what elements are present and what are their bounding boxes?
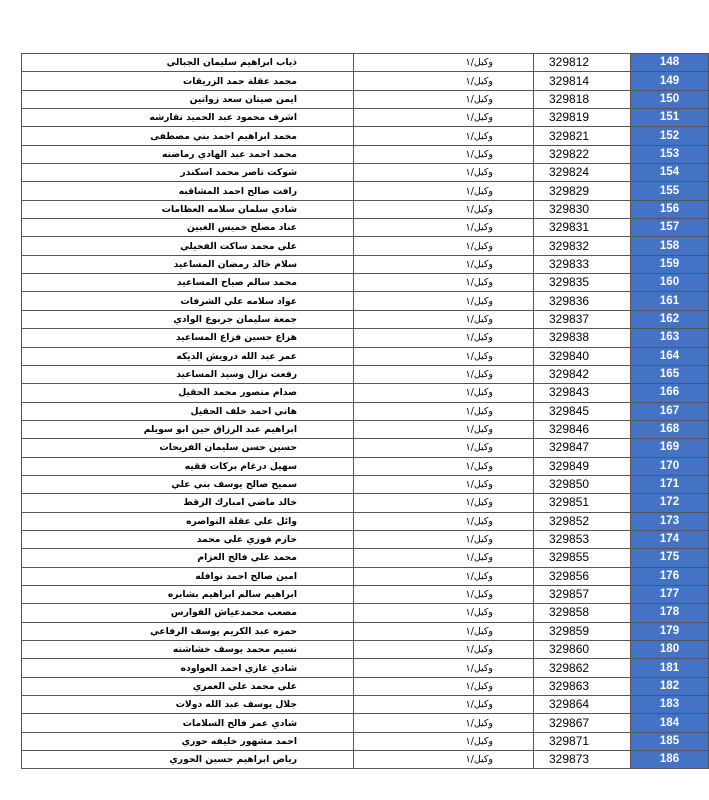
rank-text: وكيل/١: [465, 258, 493, 270]
sequence-number-cell: 162: [631, 310, 709, 328]
sequence-number-cell: 150: [631, 90, 709, 108]
id-number-cell: 329871: [534, 732, 631, 750]
table-row: [22, 512, 709, 530]
id-number-cell: 329832: [534, 237, 631, 255]
rank-cell: [354, 90, 534, 108]
name-text: ايمن صيتان سعد زواتين: [189, 93, 297, 105]
table-row: [22, 219, 709, 237]
id-number-cell: 329857: [534, 585, 631, 603]
table-row: [22, 439, 709, 457]
sequence-number-cell: 178: [631, 604, 709, 622]
name-text: جلال يوسف عبد الله دولات: [175, 699, 297, 711]
name-cell: [22, 237, 354, 255]
table-row: [22, 604, 709, 622]
rank-cell: [354, 457, 534, 475]
table-row: [22, 164, 709, 182]
sequence-number-cell: 165: [631, 365, 709, 383]
name-cell: [22, 54, 354, 72]
table-row: [22, 641, 709, 659]
rank-cell: [354, 54, 534, 72]
name-cell: [22, 604, 354, 622]
name-text: حمزه عبد الكريم يوسف الرفاعي: [150, 625, 297, 637]
table-row: [22, 255, 709, 273]
table-row: [22, 127, 709, 145]
rank-text: وكيل/١: [465, 350, 493, 362]
id-number-cell: 329860: [534, 641, 631, 659]
name-cell: [22, 659, 354, 677]
name-cell: [22, 457, 354, 475]
sequence-number-cell: 185: [631, 732, 709, 750]
sequence-number-cell: 157: [631, 219, 709, 237]
table-row: [22, 530, 709, 548]
name-text: شادي عمر فالح السلامات: [182, 717, 297, 729]
table-row: [22, 384, 709, 402]
name-text: نسيم محمد يوسف خشاشنه: [172, 644, 297, 656]
id-number-cell: 329873: [534, 751, 631, 769]
table-row: [22, 549, 709, 567]
id-number-cell: 329852: [534, 512, 631, 530]
sequence-number-cell: 171: [631, 475, 709, 493]
table-row: [22, 732, 709, 750]
sequence-number-cell: 180: [631, 641, 709, 659]
name-text: امين صالح احمد نوافله: [195, 570, 297, 582]
table-row: [22, 145, 709, 163]
rank-text: وكيل/١: [465, 277, 493, 289]
id-number-cell: 329830: [534, 200, 631, 218]
id-number-cell: 329851: [534, 494, 631, 512]
rank-cell: [354, 274, 534, 292]
name-text: وائل علي عقلة النواصره: [186, 515, 297, 527]
id-number-cell: 329835: [534, 274, 631, 292]
rank-cell: [354, 585, 534, 603]
table-row: [22, 310, 709, 328]
name-cell: [22, 310, 354, 328]
name-cell: [22, 255, 354, 273]
name-cell: [22, 292, 354, 310]
table-row: [22, 494, 709, 512]
id-number-cell: 329812: [534, 54, 631, 72]
name-cell: [22, 714, 354, 732]
name-cell: [22, 530, 354, 548]
rank-cell: [354, 604, 534, 622]
name-text: شادي سلمان سلامه العظامات: [161, 203, 297, 215]
id-number-cell: 329814: [534, 72, 631, 90]
name-text: هاني احمد خلف الحقيل: [190, 405, 297, 417]
sequence-number-cell: 183: [631, 696, 709, 714]
rank-text: وكيل/١: [465, 662, 493, 674]
name-text: شوكت ناصر محمد اسكندر: [180, 167, 297, 179]
rank-text: وكيل/١: [465, 479, 493, 491]
id-number-cell: 329856: [534, 567, 631, 585]
name-text: حازم فوزي علي محمد: [196, 534, 297, 546]
rank-cell: [354, 310, 534, 328]
rank-text: وكيل/١: [465, 735, 493, 747]
table-row: [22, 457, 709, 475]
sequence-number-cell: 151: [631, 109, 709, 127]
name-text: صدام منصور محمد الحقيل: [178, 387, 297, 399]
rank-cell: [354, 255, 534, 273]
name-cell: [22, 751, 354, 769]
sequence-number-cell: 174: [631, 530, 709, 548]
name-cell: [22, 732, 354, 750]
name-text: عواد سلامه علي الشرفات: [180, 295, 297, 307]
name-cell: [22, 145, 354, 163]
name-text: ابراهيم عبد الرزاق حين ابو سويلم: [143, 424, 297, 436]
id-number-cell: 329867: [534, 714, 631, 732]
table-row: [22, 751, 709, 769]
table-row: [22, 677, 709, 695]
personnel-table: [21, 53, 709, 769]
name-text: جمعة سليمان جربوع الوادي: [173, 313, 297, 325]
id-number-cell: 329833: [534, 255, 631, 273]
id-number-cell: 329829: [534, 182, 631, 200]
table-row: [22, 622, 709, 640]
rank-cell: [354, 439, 534, 457]
sequence-number-cell: 153: [631, 145, 709, 163]
table-row: [22, 475, 709, 493]
rank-text: وكيل/١: [465, 515, 493, 527]
name-text: ذياب ابراهيم سليمان الجبالي: [166, 57, 297, 69]
rank-cell: [354, 109, 534, 127]
rank-text: وكيل/١: [465, 424, 493, 436]
rank-cell: [354, 677, 534, 695]
table-row: [22, 292, 709, 310]
id-number-cell: 329850: [534, 475, 631, 493]
name-text: محمد سالم صياح المساعيد: [176, 277, 297, 289]
table-body: [22, 54, 709, 769]
name-cell: [22, 219, 354, 237]
table-row: [22, 54, 709, 72]
name-cell: [22, 402, 354, 420]
table-row: [22, 365, 709, 383]
rank-cell: [354, 384, 534, 402]
rank-text: وكيل/١: [465, 369, 493, 381]
sequence-number-cell: 179: [631, 622, 709, 640]
rank-text: وكيل/١: [465, 295, 493, 307]
rank-cell: [354, 402, 534, 420]
name-cell: [22, 549, 354, 567]
name-cell: [22, 512, 354, 530]
table-row: [22, 182, 709, 200]
rank-text: وكيل/١: [465, 589, 493, 601]
name-text: شادي غازي احمد العواوده: [180, 662, 297, 674]
name-cell: [22, 329, 354, 347]
rank-cell: [354, 182, 534, 200]
sequence-number-cell: 181: [631, 659, 709, 677]
name-cell: [22, 567, 354, 585]
name-text: سلام خالد رمضان المساعيد: [173, 258, 297, 270]
rank-text: وكيل/١: [465, 75, 493, 87]
sequence-number-cell: 159: [631, 255, 709, 273]
rank-text: وكيل/١: [465, 130, 493, 142]
rank-cell: [354, 127, 534, 145]
id-number-cell: 329849: [534, 457, 631, 475]
table-row: [22, 109, 709, 127]
id-number-cell: 329862: [534, 659, 631, 677]
rank-text: وكيل/١: [465, 644, 493, 656]
rank-text: وكيل/١: [465, 405, 493, 417]
id-number-cell: 329842: [534, 365, 631, 383]
rank-text: وكيل/١: [465, 717, 493, 729]
id-number-cell: 329838: [534, 329, 631, 347]
name-cell: [22, 72, 354, 90]
name-cell: [22, 475, 354, 493]
id-number-cell: 329843: [534, 384, 631, 402]
rank-cell: [354, 200, 534, 218]
id-number-cell: 329831: [534, 219, 631, 237]
rank-text: وكيل/١: [465, 332, 493, 344]
rank-text: وكيل/١: [465, 240, 493, 252]
name-text: سميح صالح يوسف بني علي: [171, 479, 297, 491]
rank-cell: [354, 237, 534, 255]
rank-text: وكيل/١: [465, 460, 493, 472]
name-text: احمد مشهور خليفه حوري: [181, 735, 297, 747]
rank-text: وكيل/١: [465, 167, 493, 179]
rank-text: وكيل/١: [465, 534, 493, 546]
name-text: محمد علي فالح العزام: [197, 552, 297, 564]
id-number-cell: 329845: [534, 402, 631, 420]
name-cell: [22, 494, 354, 512]
name-text: محمد احمد عبد الهادي رماضنه: [161, 148, 297, 160]
sequence-number-cell: 154: [631, 164, 709, 182]
rank-text: وكيل/١: [465, 680, 493, 692]
table-row: [22, 567, 709, 585]
sequence-number-cell: 172: [631, 494, 709, 512]
rank-cell: [354, 72, 534, 90]
name-cell: [22, 200, 354, 218]
sequence-number-cell: 160: [631, 274, 709, 292]
id-number-cell: 329853: [534, 530, 631, 548]
rank-text: وكيل/١: [465, 699, 493, 711]
id-number-cell: 329855: [534, 549, 631, 567]
id-number-cell: 329824: [534, 164, 631, 182]
rank-text: وكيل/١: [465, 442, 493, 454]
rank-text: وكيل/١: [465, 570, 493, 582]
name-cell: [22, 439, 354, 457]
sequence-number-cell: 177: [631, 585, 709, 603]
name-text: محمد عقلة حمد الزريقات: [182, 75, 297, 87]
table-row: [22, 72, 709, 90]
rank-text: وكيل/١: [465, 222, 493, 234]
table-row: [22, 200, 709, 218]
sequence-number-cell: 176: [631, 567, 709, 585]
sequence-number-cell: 149: [631, 72, 709, 90]
rank-text: وكيل/١: [465, 57, 493, 69]
rank-cell: [354, 512, 534, 530]
name-text: علي محمد ساكت الفحيلي: [180, 240, 297, 252]
sequence-number-cell: 173: [631, 512, 709, 530]
rank-cell: [354, 714, 534, 732]
table-row: [22, 274, 709, 292]
rank-text: وكيل/١: [465, 185, 493, 197]
rank-cell: [354, 420, 534, 438]
rank-text: وكيل/١: [465, 387, 493, 399]
id-number-cell: 329863: [534, 677, 631, 695]
name-cell: [22, 641, 354, 659]
name-text: حسين حسن سليمان الفريحات: [159, 442, 297, 454]
name-cell: [22, 677, 354, 695]
name-text: عمر عبد الله درويش الديكه: [176, 350, 297, 362]
sequence-number-cell: 156: [631, 200, 709, 218]
rank-cell: [354, 292, 534, 310]
sequence-number-cell: 186: [631, 751, 709, 769]
id-number-cell: 329819: [534, 109, 631, 127]
rank-cell: [354, 641, 534, 659]
sequence-number-cell: 158: [631, 237, 709, 255]
rank-text: وكيل/١: [465, 313, 493, 325]
sequence-number-cell: 148: [631, 54, 709, 72]
sequence-number-cell: 163: [631, 329, 709, 347]
table-row: [22, 696, 709, 714]
id-number-cell: 329847: [534, 439, 631, 457]
rank-cell: [354, 622, 534, 640]
name-cell: [22, 622, 354, 640]
table-row: [22, 329, 709, 347]
name-text: سهيل درغام بركات فقيه: [184, 460, 297, 472]
name-cell: [22, 347, 354, 365]
rank-cell: [354, 659, 534, 677]
rank-text: وكيل/١: [465, 112, 493, 124]
table-row: [22, 714, 709, 732]
rank-cell: [354, 567, 534, 585]
sequence-number-cell: 164: [631, 347, 709, 365]
rank-text: وكيل/١: [465, 754, 493, 766]
rank-cell: [354, 696, 534, 714]
id-number-cell: 329822: [534, 145, 631, 163]
rank-cell: [354, 475, 534, 493]
name-cell: [22, 420, 354, 438]
name-text: رفعت نزال وسيد المساعيد: [176, 369, 297, 381]
sequence-number-cell: 161: [631, 292, 709, 310]
rank-cell: [354, 164, 534, 182]
table-row: [22, 659, 709, 677]
rank-cell: [354, 549, 534, 567]
name-cell: [22, 182, 354, 200]
name-text: عناد مصلح خميس الغبين: [187, 222, 297, 234]
name-text: هزاع حسين فزاع المساعيد: [175, 332, 297, 344]
rank-text: وكيل/١: [465, 203, 493, 215]
sequence-number-cell: 168: [631, 420, 709, 438]
rank-cell: [354, 145, 534, 163]
name-text: ابراهيم سالم ابراهيم بشابره: [167, 589, 297, 601]
rank-text: وكيل/١: [465, 625, 493, 637]
table-row: [22, 420, 709, 438]
sequence-number-cell: 184: [631, 714, 709, 732]
name-cell: [22, 127, 354, 145]
name-cell: [22, 164, 354, 182]
rank-text: وكيل/١: [465, 93, 493, 105]
rank-cell: [354, 751, 534, 769]
sequence-number-cell: 182: [631, 677, 709, 695]
id-number-cell: 329837: [534, 310, 631, 328]
name-text: خالد ماضي امبارك الزقط: [183, 497, 297, 509]
name-cell: [22, 274, 354, 292]
name-text: مصعب محمدعياش الفوارس: [170, 607, 297, 619]
name-cell: [22, 384, 354, 402]
sequence-number-cell: 175: [631, 549, 709, 567]
id-number-cell: 329836: [534, 292, 631, 310]
sequence-number-cell: 155: [631, 182, 709, 200]
rank-cell: [354, 347, 534, 365]
name-cell: [22, 90, 354, 108]
name-text: اشرف محمود عبد الحميد نقارشه: [149, 112, 297, 124]
name-cell: [22, 696, 354, 714]
sequence-number-cell: 152: [631, 127, 709, 145]
table-row: [22, 585, 709, 603]
rank-cell: [354, 329, 534, 347]
rank-text: وكيل/١: [465, 497, 493, 509]
rank-cell: [354, 365, 534, 383]
name-cell: [22, 585, 354, 603]
rank-text: وكيل/١: [465, 148, 493, 160]
rank-text: وكيل/١: [465, 607, 493, 619]
name-text: محمد ابراهيم احمد بني مصطفى: [150, 130, 297, 142]
name-text: علي محمد علي العمري: [192, 680, 297, 692]
id-number-cell: 329821: [534, 127, 631, 145]
id-number-cell: 329864: [534, 696, 631, 714]
id-number-cell: 329859: [534, 622, 631, 640]
rank-cell: [354, 732, 534, 750]
table-row: [22, 402, 709, 420]
table-row: [22, 347, 709, 365]
rank-cell: [354, 494, 534, 512]
name-cell: [22, 109, 354, 127]
sequence-number-cell: 170: [631, 457, 709, 475]
sequence-number-cell: 167: [631, 402, 709, 420]
table-row: [22, 90, 709, 108]
id-number-cell: 329818: [534, 90, 631, 108]
rank-text: وكيل/١: [465, 552, 493, 564]
id-number-cell: 329840: [534, 347, 631, 365]
rank-cell: [354, 219, 534, 237]
name-cell: [22, 365, 354, 383]
name-text: رياض ابراهيم حسين الحوري: [169, 754, 297, 766]
id-number-cell: 329858: [534, 604, 631, 622]
sequence-number-cell: 166: [631, 384, 709, 402]
rank-cell: [354, 530, 534, 548]
id-number-cell: 329846: [534, 420, 631, 438]
name-text: رافت صالح احمد المشاقبه: [178, 185, 297, 197]
sequence-number-cell: 169: [631, 439, 709, 457]
table-row: [22, 237, 709, 255]
